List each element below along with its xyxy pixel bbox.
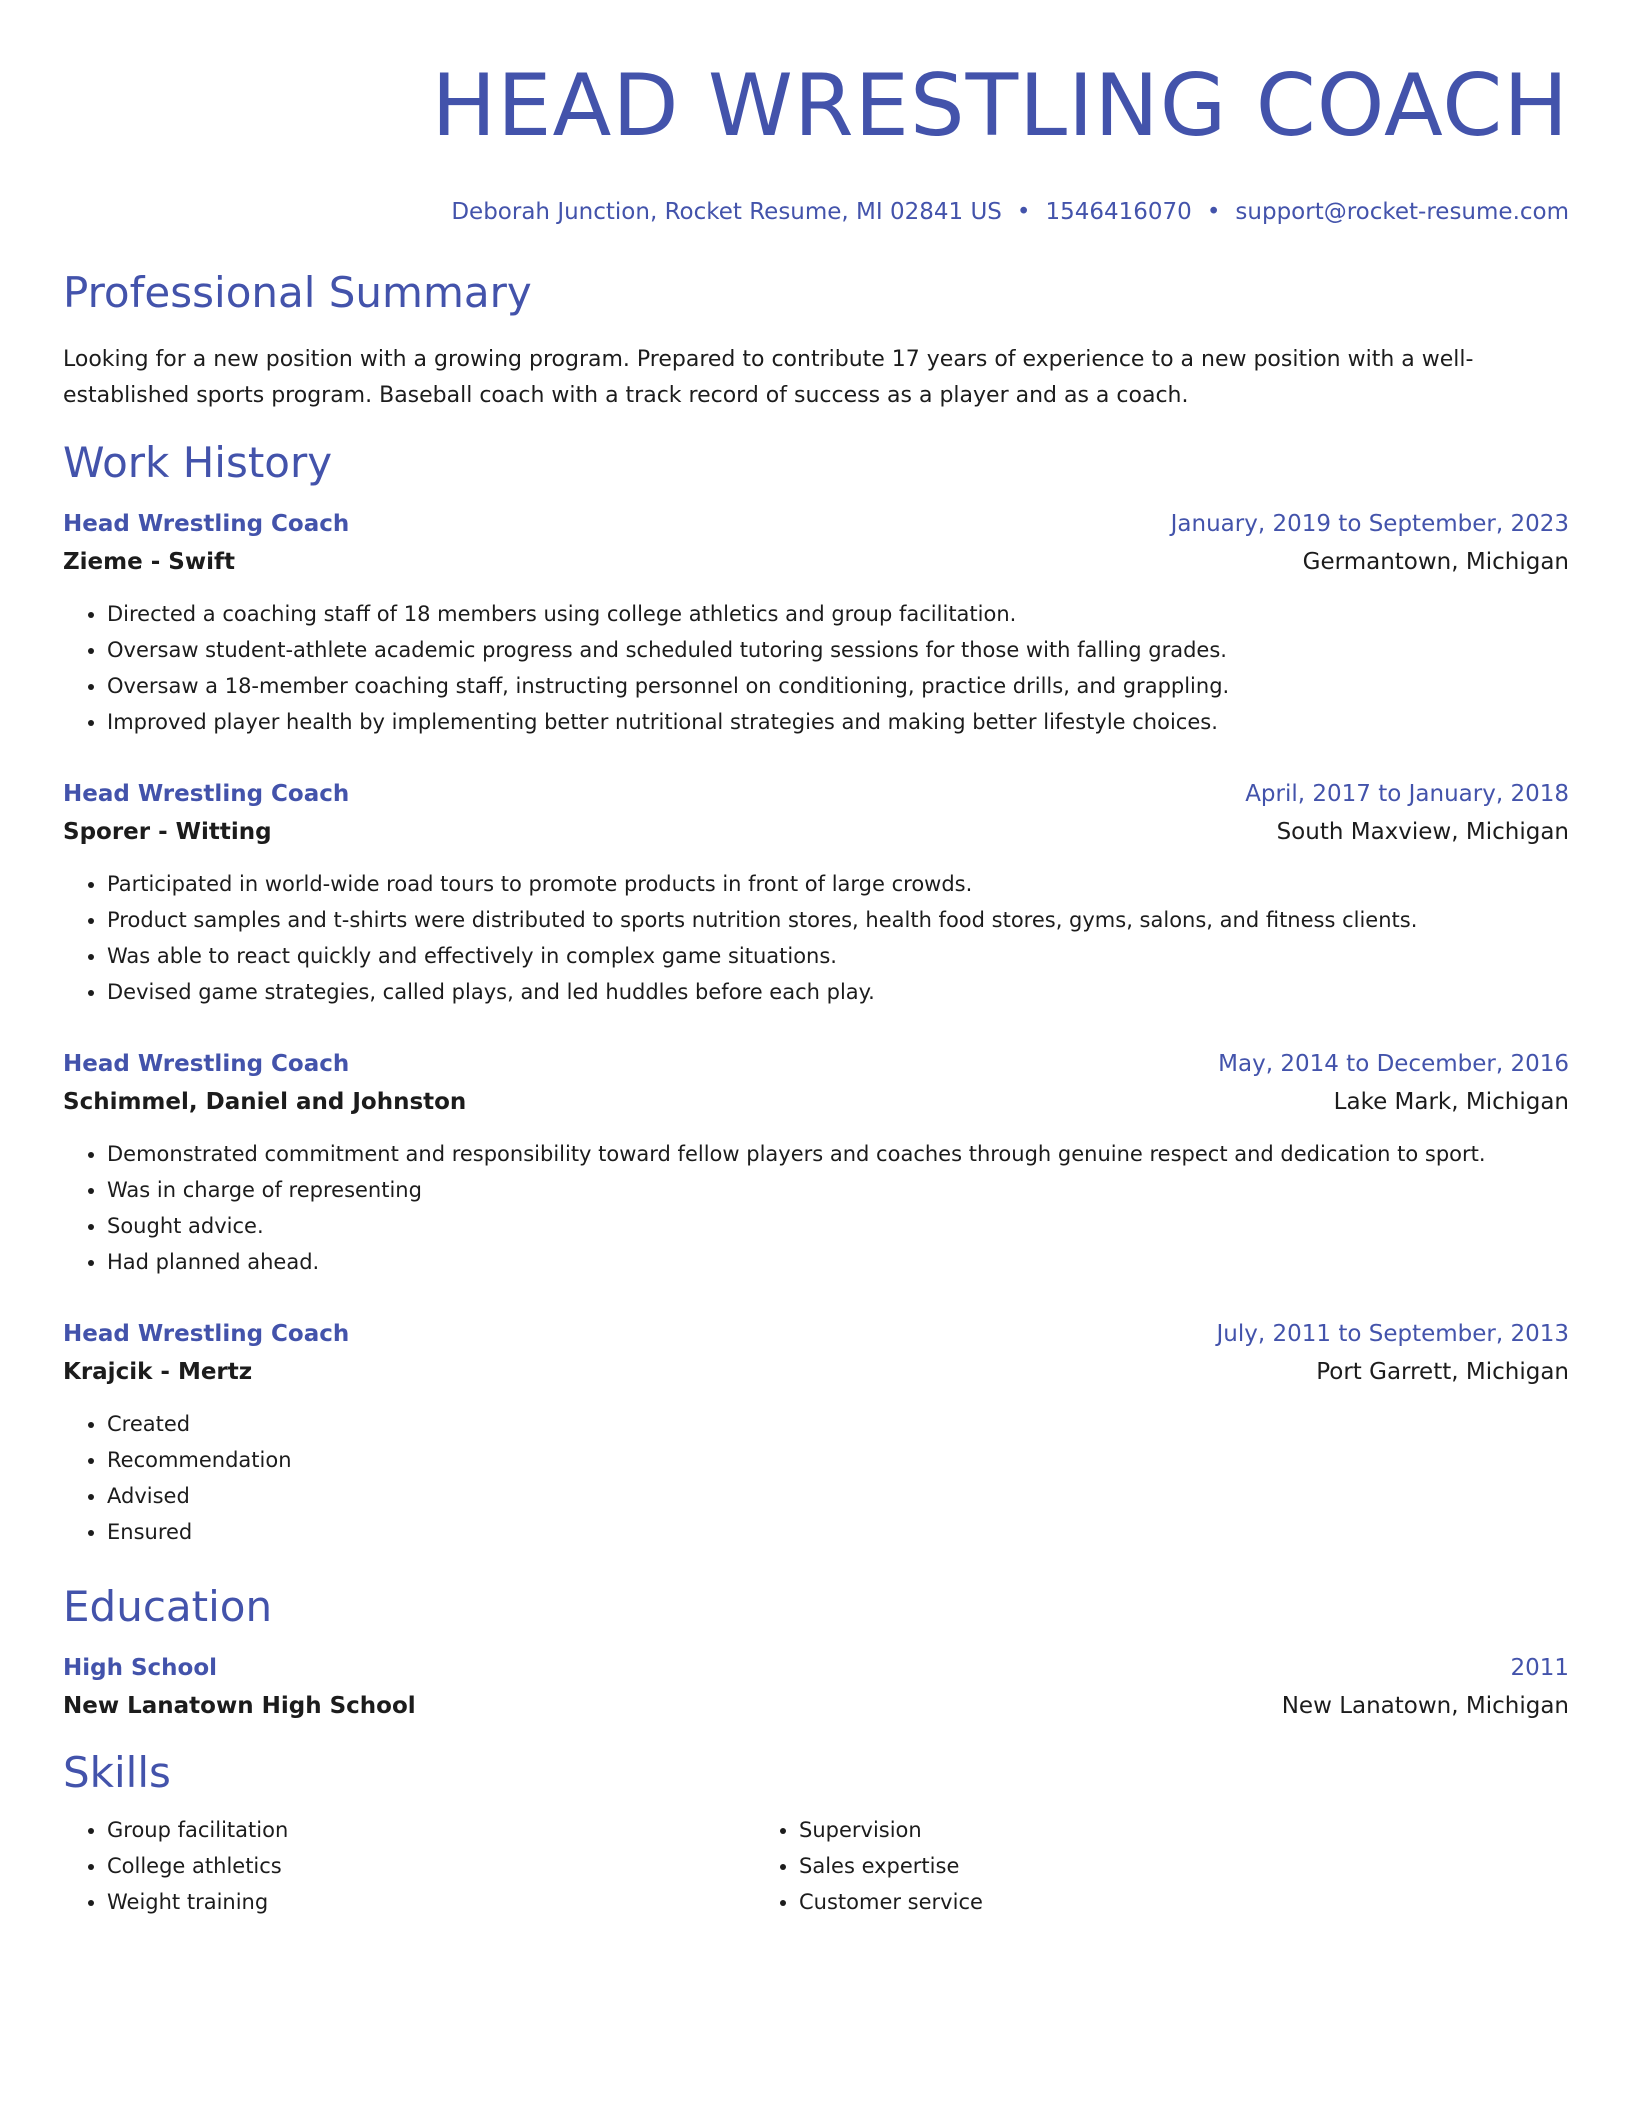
job-title: Head Wrestling Coach bbox=[63, 781, 350, 807]
job-location: Lake Mark, Michigan bbox=[1333, 1089, 1569, 1115]
skills-list-right bbox=[755, 1812, 983, 1920]
skill-item: • Sales expertise bbox=[799, 1848, 983, 1884]
skill-item: • Customer service bbox=[799, 1884, 983, 1920]
resume-header bbox=[63, 56, 1569, 228]
contact-line bbox=[63, 196, 1569, 228]
job-location: Germantown, Michigan bbox=[1302, 549, 1569, 575]
job-bullet: • Ensured bbox=[107, 1514, 1569, 1550]
contact-phone: 1546416070 bbox=[1045, 199, 1192, 225]
job-company: Sporer - Witting bbox=[63, 819, 272, 845]
job-bullet: • Advised bbox=[107, 1478, 1569, 1514]
job-location: South Maxview, Michigan bbox=[1276, 819, 1569, 845]
job-dates: July, 2011 to September, 2013 bbox=[1216, 1321, 1569, 1347]
job-bullet: • Devised game strategies, called plays, and led huddles before each play. bbox=[107, 974, 1569, 1010]
job-bullet: • Had planned ahead. bbox=[107, 1244, 1569, 1280]
skill-item: • College athletics bbox=[107, 1848, 755, 1884]
job-dates: April, 2017 to January, 2018 bbox=[1245, 781, 1569, 807]
summary-text: Looking for a new position with a growing program. Prepared to contribute 17 years of experience to a new position with a well-established sports program. Baseball coach with a track record of success as a player and as a coach. bbox=[63, 347, 1474, 408]
job-company: Zieme - Swift bbox=[63, 549, 235, 575]
job-dates: January, 2019 to September, 2023 bbox=[1170, 511, 1569, 537]
job-bullet: • Product samples and t-shirts were distributed to sports nutrition stores, health food stores, gyms, salons, and fitness clients. bbox=[107, 902, 1569, 938]
job-bullets bbox=[63, 866, 1569, 1010]
job-bullet: • Created bbox=[107, 1406, 1569, 1442]
education-location: New Lanatown, Michigan bbox=[1281, 1693, 1569, 1719]
job-bullet: • Participated in world-wide road tours to promote products in front of large crowds. bbox=[107, 866, 1569, 902]
job-bullets bbox=[63, 1406, 1569, 1550]
contact-address: Deborah Junction, Rocket Resume, MI 02841 US bbox=[451, 199, 1002, 225]
job-entry bbox=[63, 776, 1569, 1010]
job-entry bbox=[63, 1316, 1569, 1550]
job-title: Head Wrestling Coach bbox=[63, 1051, 350, 1077]
contact-separator: • bbox=[1016, 199, 1031, 225]
job-location: Port Garrett, Michigan bbox=[1316, 1359, 1569, 1385]
skills-heading: Skills bbox=[63, 1748, 171, 1797]
skill-item: • Group facilitation bbox=[107, 1812, 755, 1848]
education-heading: Education bbox=[63, 1582, 273, 1631]
job-title: Head Wrestling Coach bbox=[63, 511, 350, 537]
education-year: 2011 bbox=[1510, 1655, 1569, 1681]
education-school: New Lanatown High School bbox=[63, 1693, 416, 1719]
job-company: Schimmel, Daniel and Johnston bbox=[63, 1089, 467, 1115]
job-bullets bbox=[63, 596, 1569, 740]
skills-grid bbox=[63, 1812, 1569, 1920]
job-bullet: • Demonstrated commitment and responsibility toward fellow players and coaches through genuine respect and dedication to sport. bbox=[107, 1136, 1569, 1172]
job-bullet: • Oversaw a 18-member coaching staff, instructing personnel on conditioning, practice drills, and grappling. bbox=[107, 668, 1569, 704]
job-dates: May, 2014 to December, 2016 bbox=[1218, 1051, 1569, 1077]
work-history-heading: Work History bbox=[63, 438, 333, 487]
skill-item: • Weight training bbox=[107, 1884, 755, 1920]
resume-title: HEAD WRESTLING COACH bbox=[431, 56, 1569, 156]
summary-heading: Professional Summary bbox=[63, 268, 532, 317]
job-entry bbox=[63, 1046, 1569, 1280]
contact-separator: • bbox=[1206, 199, 1221, 225]
skill-item: • Supervision bbox=[799, 1812, 983, 1848]
job-bullet: • Improved player health by implementing better nutritional strategies and making better lifestyle choices. bbox=[107, 704, 1569, 740]
skills-list-left bbox=[63, 1812, 755, 1920]
education-degree: High School bbox=[63, 1655, 218, 1681]
job-bullet: • Was in charge of representing bbox=[107, 1172, 1569, 1208]
job-bullet: • Recommendation bbox=[107, 1442, 1569, 1478]
contact-email: support@rocket-resume.com bbox=[1235, 199, 1569, 225]
job-entry bbox=[63, 506, 1569, 740]
job-title: Head Wrestling Coach bbox=[63, 1321, 350, 1347]
job-bullet: • Was able to react quickly and effectively in complex game situations. bbox=[107, 938, 1569, 974]
job-company: Krajcik - Mertz bbox=[63, 1359, 253, 1385]
job-bullet: • Oversaw student-athlete academic progress and scheduled tutoring sessions for those with falling grades. bbox=[107, 632, 1569, 668]
education-entry bbox=[63, 1650, 1569, 1726]
job-bullet: • Sought advice. bbox=[107, 1208, 1569, 1244]
job-bullets bbox=[63, 1136, 1569, 1280]
job-bullet: • Directed a coaching staff of 18 members using college athletics and group facilitation. bbox=[107, 596, 1569, 632]
